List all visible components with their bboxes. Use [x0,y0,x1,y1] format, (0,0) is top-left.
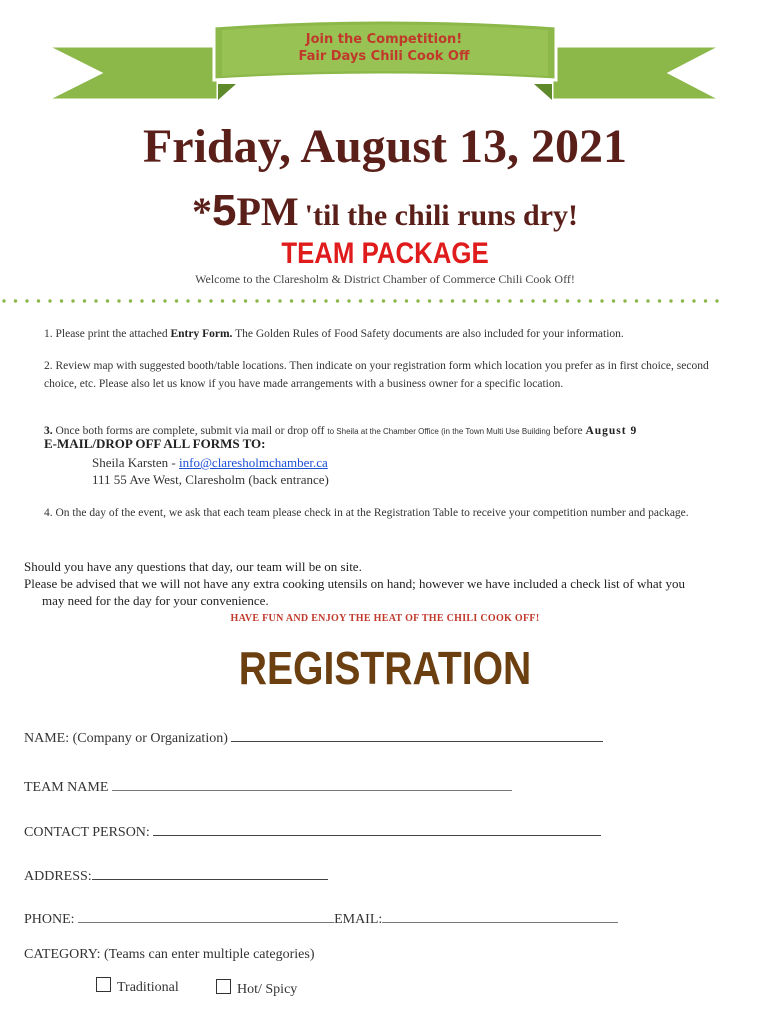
divider-dot [566,299,569,302]
divider-dot [635,299,638,302]
have-fun-banner: HAVE FUN AND ENJOY THE HEAT OF THE CHILI COOK OFF! [230,613,540,624]
contact-line [92,455,328,471]
instruction-2: 2. Review map with suggested booth/table locations. Then indicate on your registration form which location you prefer as in first choice, second choice, etc. Please also let us know if you have made arrangements with a business owner for a specific location. [44,360,709,390]
banner-line-2: Fair Days Chili Cook Off [298,49,470,64]
divider-dot [520,299,523,302]
divider-dot [232,299,235,302]
divider-dot [129,299,132,302]
team-name-label: TEAM NAME [24,780,109,795]
phone-label: PHONE: [24,912,75,927]
divider-dot [416,299,419,302]
divider-dot [60,299,63,302]
utensils-note-line-1: Please be advised that we will not have any extra cooking utensils on hand; however we have included a check list of what you [24,576,686,591]
divider-dot [209,299,212,302]
divider-dot [370,299,373,302]
instruction-1-prefix: 1. Please print the attached [44,328,171,340]
time-star: * [191,189,212,234]
divider-dot [600,299,603,302]
registration-title: REGISTRATION [238,642,532,694]
divider-dot [589,299,592,302]
divider-dot [692,299,695,302]
divider-dot [313,299,316,302]
divider-dot [198,299,201,302]
address-field [24,865,328,885]
time-five: 5 [211,186,237,235]
entry-form-label: Entry Form. [170,328,233,340]
divider-dot [2,299,5,302]
instruction-1-suffix: The Golden Rules of Food Safety documents are also included for your information. [232,328,624,340]
divider-dot [324,299,327,302]
team-package-title: TEAM PACKAGE [281,237,489,270]
email-drop-off-heading: E-MAIL/DROP OFF ALL FORMS TO: [44,436,266,451]
divider-dot [497,299,500,302]
divider-dot [439,299,442,302]
deadline-date: August 9 [585,425,638,437]
email-label: EMAIL: [334,912,383,927]
ribbon-fold-right [534,84,552,100]
divider-dot [152,299,155,302]
divider-dot [462,299,465,302]
divider-dot [37,299,40,302]
phone-input-line[interactable] [78,908,334,923]
category-option-hot-spicy[interactable] [216,979,297,998]
instruction-3-before: before [550,425,586,437]
divider-dot [267,299,270,302]
divider-dot [658,299,661,302]
contact-person-label: CONTACT PERSON: [24,825,150,840]
divider-dot [278,299,281,302]
divider-dot [336,299,339,302]
time-tagline: 'til the chili runs dry! [304,199,578,232]
traditional-checkbox[interactable] [96,977,111,992]
divider-dot [715,299,718,302]
divider-dot [646,299,649,302]
divider-dot [669,299,672,302]
divider-dot [48,299,51,302]
instruction-4: 4. On the day of the event, we ask that each team please check in at the Registration Table to receive your competition number and package. [44,507,689,519]
divider-dot [221,299,224,302]
email-input-line[interactable] [382,908,618,923]
divider-dot [451,299,454,302]
divider-dot [94,299,97,302]
questions-note: Should you have any questions that day, our team will be on site. [24,559,362,574]
divider-dot [382,299,385,302]
instruction-3-number: 3. [44,425,53,437]
traditional-label: Traditional [117,980,179,995]
divider-dot [14,299,17,302]
phone-email-field [24,908,618,928]
divider-dot [393,299,396,302]
divider-dot [623,299,626,302]
divider-dot [290,299,293,302]
team-name-field [24,776,512,796]
contact-person-field [24,821,601,841]
divider-dot [612,299,615,302]
contact-email-link[interactable]: info@claresholmchamber.ca [179,455,328,470]
divider-dot [175,299,178,302]
divider-dot [117,299,120,302]
team-name-input-line[interactable] [112,776,512,791]
hot-spicy-label: Hot/ Spicy [237,982,298,997]
ribbon-fold-left [218,84,236,100]
ribbon-right-tail [552,46,722,100]
contact-name: Sheila Karsten - [92,455,180,470]
divider-dot [704,299,707,302]
utensils-note [24,575,750,609]
divider-dot [186,299,189,302]
divider-dot [474,299,477,302]
divider-dot [244,299,247,302]
time-pm: PM [236,189,299,234]
divider-dot [71,299,74,302]
divider-dot [543,299,546,302]
divider-dot [301,299,304,302]
divider-dot [554,299,557,302]
dotted-divider [0,296,770,306]
instruction-3-location: to Sheila at the Chamber Office (in the Town Multi Use Building [327,427,551,436]
divider-dot [255,299,258,302]
name-input-line[interactable] [231,727,603,742]
contact-address: 111 55 Ave West, Claresholm (back entrance) [92,472,329,487]
address-input-line[interactable] [92,865,328,880]
divider-dot [163,299,166,302]
divider-dot [531,299,534,302]
instruction-1 [44,325,744,343]
contact-person-input-line[interactable] [153,821,601,836]
divider-dot [25,299,28,302]
utensils-note-line-2: may need for the day for your convenience. [42,593,269,608]
divider-dot [347,299,350,302]
divider-dot [405,299,408,302]
instruction-3-text: Once both forms are complete, submit via mail or drop off [52,425,328,437]
name-field [24,727,603,747]
category-option-traditional[interactable] [96,977,179,996]
divider-dot [428,299,431,302]
divider-dot [508,299,511,302]
welcome-text: Welcome to the Claresholm & District Chamber of Commerce Chili Cook Off! [195,272,575,286]
divider-dot [485,299,488,302]
category-label: CATEGORY: (Teams can enter multiple categories) [24,947,315,962]
banner-line-1: Join the Competition! [305,32,463,47]
divider-dot [681,299,684,302]
divider-dot [83,299,86,302]
divider-dot [577,299,580,302]
event-date-heading: Friday, August 13, 2021 [142,120,628,173]
ribbon-left-tail [46,46,218,100]
divider-dot [106,299,109,302]
address-label: ADDRESS: [24,869,92,884]
hot-spicy-checkbox[interactable] [216,979,231,994]
divider-dot [359,299,362,302]
name-field-label: NAME: (Company or Organization) [24,731,228,746]
divider-dot [140,299,143,302]
